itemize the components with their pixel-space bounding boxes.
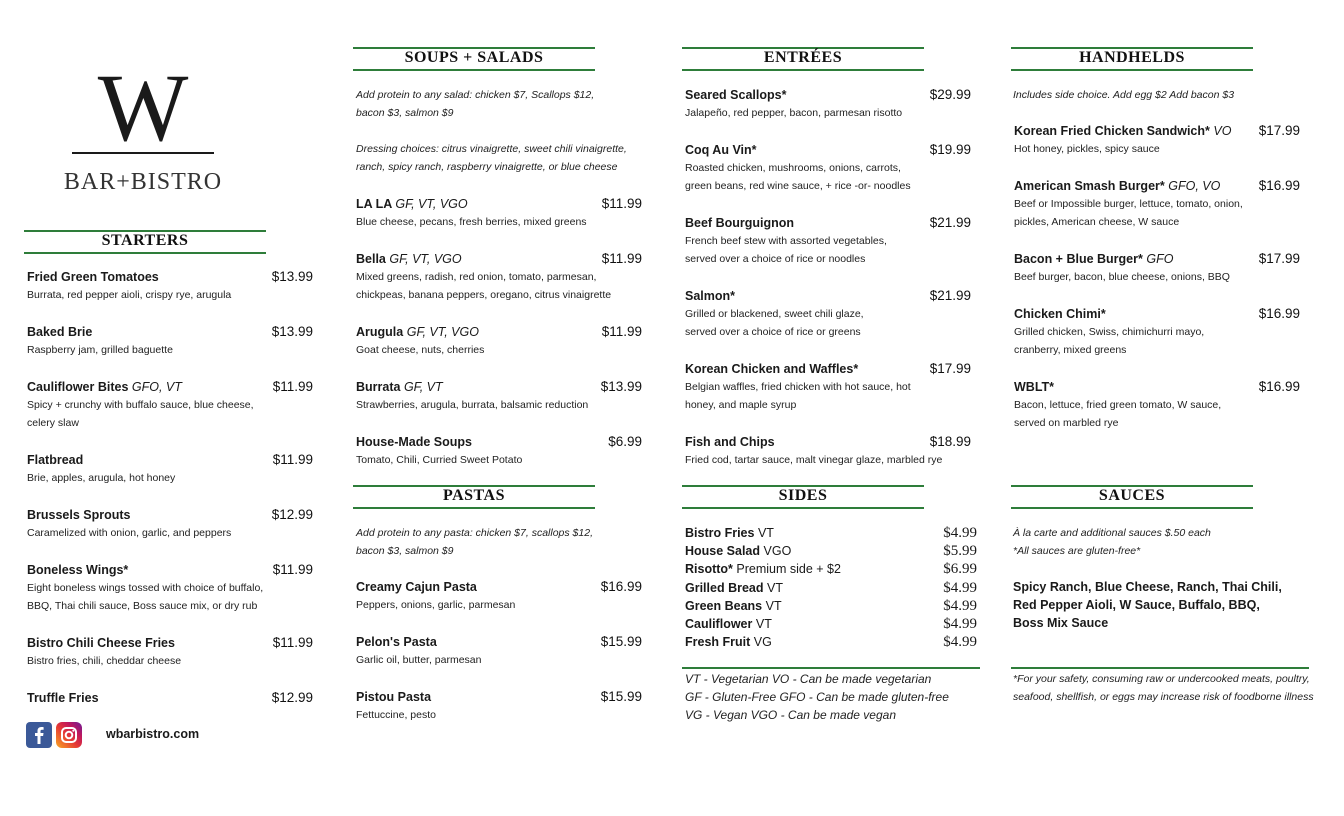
menu-item (1014, 305, 1204, 359)
item-description: celery slaw (27, 417, 79, 429)
item-description: honey, and maple syrup (685, 399, 797, 411)
entrees-title: ENTRÉES (682, 47, 924, 71)
item-title: Pelon's Pasta (356, 635, 437, 649)
item-price: $13.99 (271, 324, 313, 339)
menu-item (27, 634, 181, 670)
item-price: $16.99 (1258, 379, 1300, 394)
item-name (27, 378, 254, 396)
side-name: House Salad (685, 544, 761, 559)
website-link[interactable]: wbarbistro.com (106, 727, 200, 741)
item-name (356, 633, 481, 651)
dietary-tags: GF, VT, VGO (395, 197, 468, 211)
item-description: Beef burger, bacon, blue cheese, onions, BBQ (1014, 271, 1230, 283)
handhelds-note: Includes side choice. Add egg $2 Add bacon $3 (1013, 89, 1235, 101)
side-name: Fresh Fruit (685, 635, 751, 650)
item-title: Salmon* (685, 289, 736, 303)
dietary-tags: VT (765, 598, 782, 613)
item-price: $15.99 (600, 689, 642, 704)
item-name (27, 561, 263, 579)
item-price: $11.99 (601, 324, 642, 339)
text-line: *For your safety, consuming raw or undercooked meats, poultry, (1013, 673, 1310, 685)
side-price: $4.99 (943, 597, 977, 614)
item-name (1014, 305, 1204, 323)
text-line: Boss Mix Sauce (1013, 616, 1109, 630)
menu-item (1014, 177, 1243, 231)
side-item (685, 542, 791, 560)
item-name (1014, 378, 1221, 396)
item-price: $13.99 (600, 379, 642, 394)
item-title: Burrata (356, 380, 401, 394)
item-description: Roasted chicken, mushrooms, onions, carrots, (685, 162, 901, 174)
text-line: *All sauces are gluten-free* (1013, 545, 1141, 557)
side-extra: Premium side + $2 (736, 562, 841, 577)
item-description: cranberry, mixed greens (1014, 344, 1127, 356)
menu-item (27, 689, 99, 707)
item-price: $12.99 (271, 507, 313, 522)
item-description: Garlic oil, butter, parmesan (356, 654, 482, 666)
side-item (685, 524, 774, 542)
menu-item (685, 287, 864, 341)
dietary-tags: GFO, VT (131, 380, 182, 394)
sauces-title: SAUCES (1011, 485, 1253, 509)
menu-item (27, 506, 231, 542)
text-line: seafood, shellfish, or eggs may increase risk of foodborne illness (1013, 691, 1314, 703)
side-name: Risotto* (685, 562, 733, 577)
item-title: Beef Bourguignon (685, 216, 795, 230)
item-description: Goat cheese, nuts, cherries (356, 344, 485, 356)
menu-item (356, 688, 436, 724)
item-description: green beans, red wine sauce, + rice -or- noodles (685, 180, 911, 192)
item-price: $17.99 (1258, 251, 1300, 266)
item-description: served on marbled rye (1014, 417, 1119, 429)
item-description: Mixed greens, radish, red onion, tomato, parmesan, (356, 271, 597, 283)
item-title: Baked Brie (27, 325, 93, 339)
item-description: Burrata, red pepper aioli, crispy rye, arugula (27, 289, 232, 301)
item-price: $16.99 (1258, 306, 1300, 321)
dietary-tags: GF, VT, VGO (406, 325, 479, 339)
item-price: $17.99 (1258, 123, 1300, 138)
text-line: bacon $3, salmon $9 (356, 545, 454, 557)
item-description: Belgian waffles, fried chicken with hot sauce, hot (685, 381, 911, 393)
item-title: Truffle Fries (27, 691, 99, 705)
item-price: $21.99 (929, 288, 971, 303)
item-name (27, 451, 175, 469)
item-description: Bacon, lettuce, fried green tomato, W sauce, (1014, 399, 1222, 411)
item-description: Grilled or blackened, sweet chili glaze, (685, 308, 864, 320)
menu-item (1014, 122, 1231, 158)
item-description: Spicy + crunchy with buffalo sauce, blue cheese, (27, 399, 254, 411)
item-title: Cauliflower Bites (27, 380, 129, 394)
logo-letter: W (97, 54, 189, 161)
side-item (685, 597, 782, 615)
item-description: served over a choice of rice or noodles (685, 253, 866, 265)
item-name (356, 578, 515, 596)
item-title: American Smash Burger* (1014, 179, 1165, 193)
item-title: Flatbread (27, 453, 84, 467)
logo (48, 54, 238, 202)
side-price: $4.99 (943, 616, 977, 632)
item-description: served over a choice of rice or greens (685, 326, 861, 338)
dietary-tags: GFO, VO (1168, 179, 1221, 193)
menu-item (356, 578, 515, 614)
item-name (27, 323, 173, 341)
menu-item (27, 561, 263, 615)
item-description: Jalapeño, red pepper, bacon, parmesan risotto (685, 107, 903, 119)
side-item (685, 615, 772, 633)
item-description: French beef stew with assorted vegetables, (685, 235, 887, 247)
item-name (1014, 177, 1243, 195)
text-line: GF - Gluten-Free GFO - Can be made gluten-free (685, 690, 949, 704)
item-price: $11.99 (272, 562, 313, 577)
item-title: Creamy Cajun Pasta (356, 580, 477, 594)
menu-item (685, 360, 911, 414)
menu-item (1014, 250, 1230, 286)
dietary-tags: VGO (763, 544, 792, 559)
item-price: $13.99 (271, 269, 313, 284)
item-description: Eight boneless wings tossed with choice of buffalo, (27, 582, 264, 594)
item-price: $11.99 (601, 251, 642, 266)
side-name: Green Beans (685, 598, 763, 613)
logo-name: BAR+BISTRO (63, 169, 223, 195)
menu-item (27, 323, 173, 359)
text-line: Add protein to any salad: chicken $7, Scallops $12, (356, 89, 595, 101)
dietary-tags: GF, VT (403, 380, 443, 394)
side-price: $5.99 (943, 543, 977, 560)
item-title: Arugula (356, 325, 404, 339)
item-name (27, 506, 231, 524)
dietary-tags: VT (766, 580, 783, 595)
logo-rule (72, 152, 214, 154)
item-price: $11.99 (272, 452, 313, 467)
item-title: Fish and Chips (685, 435, 775, 449)
starters-title: STARTERS (24, 230, 266, 254)
item-price: $19.99 (929, 142, 971, 157)
item-description: Tomato, Chili, Curried Sweet Potato (356, 454, 523, 466)
soups-salads-title: SOUPS + SALADS (353, 47, 595, 71)
item-description: Raspberry jam, grilled baguette (27, 344, 173, 356)
side-name: Grilled Bread (685, 580, 764, 595)
menu-item (356, 433, 522, 469)
item-title: Pistou Pasta (356, 690, 432, 704)
item-title: Seared Scallops* (685, 88, 787, 102)
side-price: $4.99 (943, 525, 977, 541)
disclaimer-rule (1011, 667, 1309, 669)
item-name (685, 141, 911, 159)
side-name: Cauliflower (685, 617, 753, 631)
menu-item (1014, 378, 1221, 432)
item-name (356, 433, 522, 451)
item-description: Caramelized with onion, garlic, and peppers (27, 527, 232, 539)
handhelds-title: HANDHELDS (1011, 47, 1253, 71)
item-price: $21.99 (929, 215, 971, 230)
menu-item (27, 268, 231, 304)
dietary-tags: GF, VT, VGO (389, 252, 462, 266)
legend-rule (682, 667, 980, 669)
item-description: BBQ, Thai chili sauce, Boss sauce mix, or dry rub (27, 600, 258, 612)
menu-item (685, 141, 911, 195)
item-description: Fettuccine, pesto (356, 709, 436, 721)
pastas-title: PASTAS (353, 485, 595, 509)
item-price: $18.99 (929, 434, 971, 449)
item-name (27, 689, 99, 707)
item-name (356, 378, 588, 396)
item-title: Chicken Chimi* (1014, 307, 1106, 321)
item-description: Hot honey, pickles, spicy sauce (1014, 143, 1160, 155)
facebook-icon[interactable] (26, 722, 52, 748)
item-description: chickpeas, banana peppers, oregano, citrus vinaigrette (356, 289, 612, 301)
item-title: Korean Fried Chicken Sandwich* (1014, 124, 1210, 138)
item-name (685, 287, 864, 305)
item-price: $16.99 (1258, 178, 1300, 193)
item-name (685, 360, 911, 378)
item-price: $11.99 (272, 379, 313, 394)
item-description: Beef or Impossible burger, lettuce, tomato, onion, (1014, 198, 1243, 210)
side-item (685, 633, 772, 651)
item-price: $12.99 (271, 690, 313, 705)
menu-item (685, 214, 887, 268)
menu-item (356, 378, 588, 414)
item-name (685, 214, 887, 232)
item-price: $16.99 (600, 579, 642, 594)
item-description: pickles, American cheese, W sauce (1014, 216, 1180, 228)
side-item (685, 560, 841, 578)
item-title: Coq Au Vin* (685, 143, 757, 157)
item-description: Strawberries, arugula, burrata, balsamic reduction (356, 399, 589, 411)
side-item (685, 579, 783, 597)
item-title: LA LA (356, 197, 392, 211)
dietary-tags: VT (755, 617, 772, 631)
menu-item (356, 323, 484, 359)
dietary-tags: VO (1213, 124, 1232, 138)
item-price: $17.99 (929, 361, 971, 376)
menu-item (27, 451, 175, 487)
item-description: Fried cod, tartar sauce, malt vinegar glaze, marbled rye (685, 454, 943, 466)
item-title: Boneless Wings* (27, 563, 129, 577)
instagram-icon[interactable] (56, 722, 82, 748)
item-description: Brie, apples, arugula, hot honey (27, 472, 176, 484)
item-description: Blue cheese, pecans, fresh berries, mixed greens (356, 216, 587, 228)
item-title: Fried Green Tomatoes (27, 270, 159, 284)
dietary-tags: VT (757, 526, 774, 540)
menu-item (27, 378, 254, 432)
item-title: Korean Chicken and Waffles* (685, 362, 859, 376)
item-price: $6.99 (608, 434, 642, 449)
item-title: House-Made Soups (356, 435, 472, 449)
item-price: $15.99 (600, 634, 642, 649)
text-line: bacon $3, salmon $9 (356, 107, 454, 119)
item-price: $11.99 (272, 635, 313, 650)
item-title: Brussels Sprouts (27, 508, 131, 522)
menu-item (356, 633, 481, 669)
item-description: Grilled chicken, Swiss, chimichurri mayo, (1014, 326, 1205, 338)
side-name: Bistro Fries (685, 526, 755, 540)
item-name (1014, 250, 1230, 268)
dietary-tags: GFO (1146, 252, 1174, 266)
text-line: Red Pepper Aioli, W Sauce, Buffalo, BBQ, (1013, 598, 1260, 612)
item-name (27, 634, 181, 652)
side-price: $4.99 (943, 579, 977, 596)
item-description: Peppers, onions, garlic, parmesan (356, 599, 516, 611)
text-line: Spicy Ranch, Blue Cheese, Ranch, Thai Chili, (1013, 580, 1282, 594)
item-title: WBLT* (1014, 380, 1055, 394)
menu-item (356, 195, 587, 231)
item-name (1014, 122, 1231, 140)
item-name (356, 195, 587, 213)
side-price: $6.99 (943, 561, 977, 578)
sides-title: SIDES (682, 485, 924, 509)
text-line: Add protein to any pasta: chicken $7, scallops $12, (356, 527, 593, 539)
item-title: Bella (356, 252, 386, 266)
text-line: VT - Vegetarian VO - Can be made vegetarian (685, 672, 932, 686)
item-title: Bacon + Blue Burger* (1014, 252, 1143, 266)
side-price: $4.99 (943, 634, 977, 651)
item-name (685, 86, 902, 104)
item-price: $29.99 (929, 87, 971, 102)
item-price: $11.99 (601, 196, 642, 211)
item-title: Bistro Chili Cheese Fries (27, 636, 175, 650)
item-description: Bistro fries, chili, cheddar cheese (27, 655, 182, 667)
text-line: ranch, spicy ranch, raspberry vinaigrette, or blue cheese (356, 161, 618, 173)
text-line: À la carte and additional sauces $.50 each (1013, 527, 1211, 539)
menu-item (685, 86, 902, 122)
item-name (27, 268, 231, 286)
text-line: Dressing choices: citrus vinaigrette, sweet chili vinaigrette, (356, 143, 627, 155)
text-line: VG - Vegan VGO - Can be made vegan (685, 708, 897, 722)
dietary-tags: VG (753, 635, 772, 650)
item-name (356, 323, 484, 341)
item-name (356, 688, 436, 706)
